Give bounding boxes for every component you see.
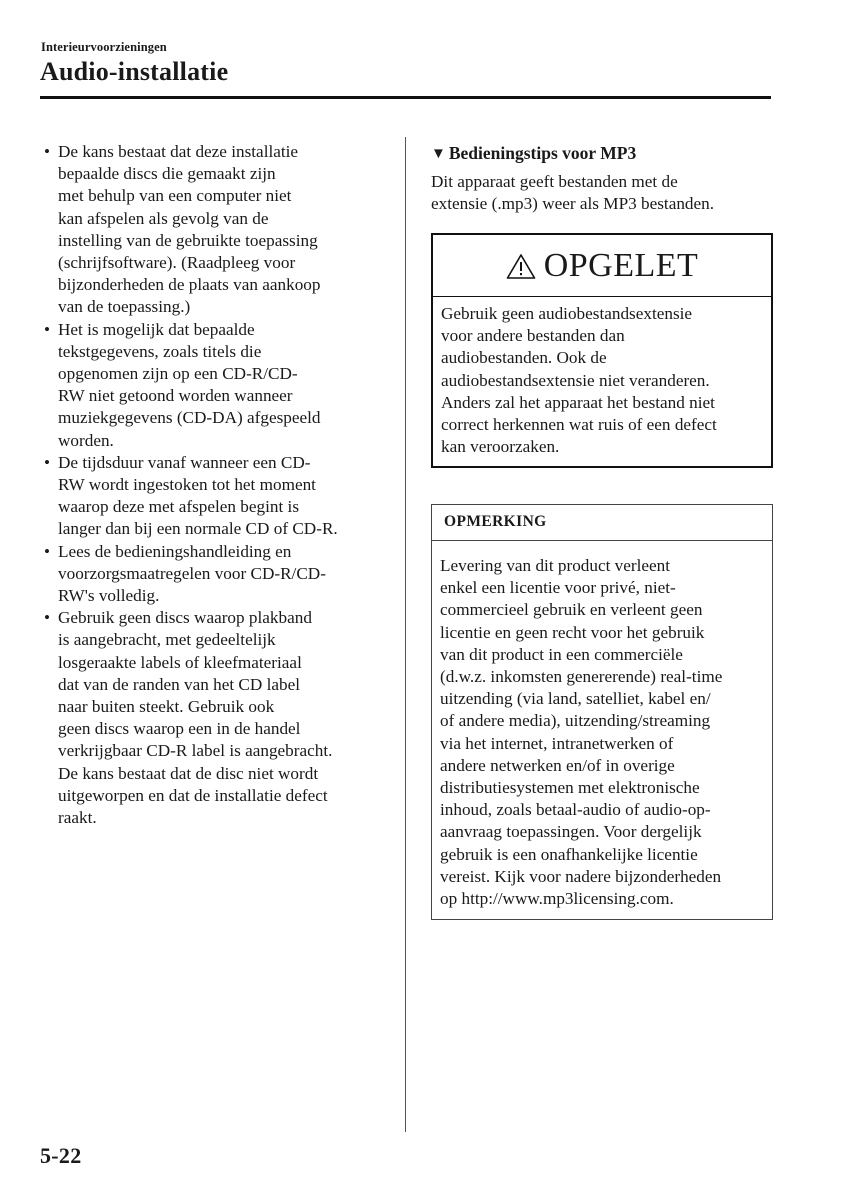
note-line: uitzending (via land, satelliet, kabel en/ — [440, 689, 711, 709]
bullet-line: De kans bestaat dat de disc niet wordt — [58, 763, 319, 783]
note-line: inhoud, zoals betaal-audio of audio-op- — [440, 800, 711, 820]
warning-line: voor andere bestanden dan — [441, 326, 625, 346]
bullet-line: geen discs waarop een in de handel — [58, 719, 301, 739]
bullet-line: langer dan bij een normale CD of CD-R. — [58, 519, 338, 539]
bullet-line: tekstgegevens, zoals titels die — [58, 341, 262, 361]
bullet-dot-icon: • — [44, 541, 51, 561]
bullet-line: voorzorgsmaatregelen voor CD-R/CD- — [58, 563, 326, 583]
warning-line: Anders zal het apparaat het bestand niet — [441, 392, 715, 412]
note-line: licentie en geen recht voor het gebruik — [440, 622, 705, 642]
bullet-line: De tijdsduur vanaf wanneer een CD- — [58, 452, 311, 472]
note-line: aanvraag toepassingen. Voor dergelijk — [440, 822, 702, 842]
bullet-line: RW's volledig. — [58, 586, 160, 606]
bullet-line: muziekgegevens (CD-DA) afgespeeld — [58, 408, 321, 428]
note-body — [432, 541, 772, 910]
header-rule — [40, 96, 771, 99]
triangle-down-icon: ▼ — [431, 146, 446, 162]
page-number: 5-22 — [40, 1143, 82, 1168]
bullet-line: uitgeworpen en dat de installatie defect — [58, 785, 328, 805]
bullet-line: bijzonderheden de plaats van aankoop — [58, 275, 321, 295]
note-line: (d.w.z. inkomsten genererende) real-time — [440, 667, 723, 687]
note-box — [431, 504, 773, 920]
bullet-item — [44, 607, 384, 829]
page-title: Audio-installatie — [40, 57, 229, 86]
subheading — [431, 141, 773, 171]
warning-line: audiobestanden. Ook de — [441, 348, 607, 368]
bullet-line: bepaalde discs die gemaakt zijn — [58, 164, 276, 184]
bullet-line: van de toepassing.) — [58, 297, 191, 317]
bullet-line: naar buiten steekt. Gebruik ook — [58, 697, 275, 717]
bullet-line: (schrijfsoftware). (Raadpleeg voor — [58, 253, 296, 273]
bullet-line: instelling van de gebruikte toepassing — [58, 230, 318, 250]
bullet-dot-icon: • — [44, 452, 51, 472]
bullet-line: RW wordt ingestoken tot het moment — [58, 475, 316, 495]
note-line: op http://www.mp3licensing.com. — [440, 889, 674, 909]
bullet-line: kan afspelen als gevolg van de — [58, 208, 269, 228]
subheading-text: Bedieningstips voor MP3 — [448, 143, 637, 163]
bullet-item — [44, 452, 384, 541]
warning-box — [431, 233, 773, 468]
bullet-line: losgeraakte labels of kleefmateriaal — [58, 652, 302, 672]
note-line: Levering van dit product verleent — [440, 556, 671, 575]
note-line: enkel een licentie voor privé, niet- — [440, 578, 676, 598]
note-line: distributiesystemen met elektronische — [440, 778, 700, 798]
note-header: OPMERKING — [432, 505, 772, 541]
bullet-line: worden. — [58, 430, 114, 450]
note-line: andere netwerken en/of in overige — [440, 755, 675, 775]
intro-paragraph — [431, 171, 773, 215]
bullet-line: De kans bestaat dat deze installatie — [58, 142, 299, 161]
bullet-line: RW niet getoond worden wanneer — [58, 386, 293, 406]
intro-line: Dit apparaat geeft bestanden met de — [431, 172, 678, 191]
note-line: of andere media), uitzending/streaming — [440, 711, 711, 731]
warning-triangle-icon — [506, 253, 536, 280]
warning-line: kan veroorzaken. — [441, 437, 560, 457]
bullet-line: waarop deze met afspelen begint is — [58, 497, 300, 517]
bullet-dot-icon: • — [44, 319, 51, 339]
note-line: van dit product in een commerciële — [440, 644, 683, 664]
note-line: vereist. Kijk voor nadere bijzonderheden — [440, 866, 722, 886]
bullet-item — [44, 541, 384, 608]
bullet-line: raakt. — [58, 808, 97, 828]
column-divider — [405, 137, 406, 1132]
bullet-item — [44, 141, 384, 319]
bullet-item — [44, 319, 384, 452]
bullet-dot-icon: • — [44, 142, 51, 161]
bullet-line: verkrijgbaar CD-R label is aangebracht. — [58, 741, 333, 761]
bullet-line: opgenomen zijn op een CD-R/CD- — [58, 364, 298, 384]
note-line: commercieel gebruik en verleent geen — [440, 600, 703, 620]
warning-body — [433, 297, 771, 458]
note-line: gebruik is een onafhankelijke licentie — [440, 844, 698, 864]
bullet-line: Het is mogelijk dat bepaalde — [58, 319, 255, 339]
warning-line: audiobestandsextensie niet veranderen. — [441, 370, 710, 390]
section-label: Interieurvoorzieningen — [41, 40, 167, 54]
bullet-dot-icon: • — [44, 608, 51, 628]
bullet-line: Gebruik geen discs waarop plakband — [58, 608, 312, 628]
bullet-line: dat van de randen van het CD label — [58, 674, 300, 694]
warning-header — [433, 235, 771, 297]
bullet-line: met behulp van een computer niet — [58, 186, 292, 206]
warning-line: Gebruik geen audiobestandsextensie — [441, 304, 693, 323]
bullet-line: Lees de bedieningshandleiding en — [58, 541, 292, 561]
intro-line: extensie (.mp3) weer als MP3 bestanden. — [431, 194, 715, 214]
right-column — [431, 141, 773, 215]
note-line: via het internet, intranetwerken of — [440, 733, 674, 753]
warning-title: OPGELET — [543, 246, 699, 284]
bullet-line: is aangebracht, met gedeeltelijk — [58, 630, 276, 650]
left-column — [44, 141, 384, 829]
warning-line: correct herkennen wat ruis of een defect — [441, 415, 717, 435]
